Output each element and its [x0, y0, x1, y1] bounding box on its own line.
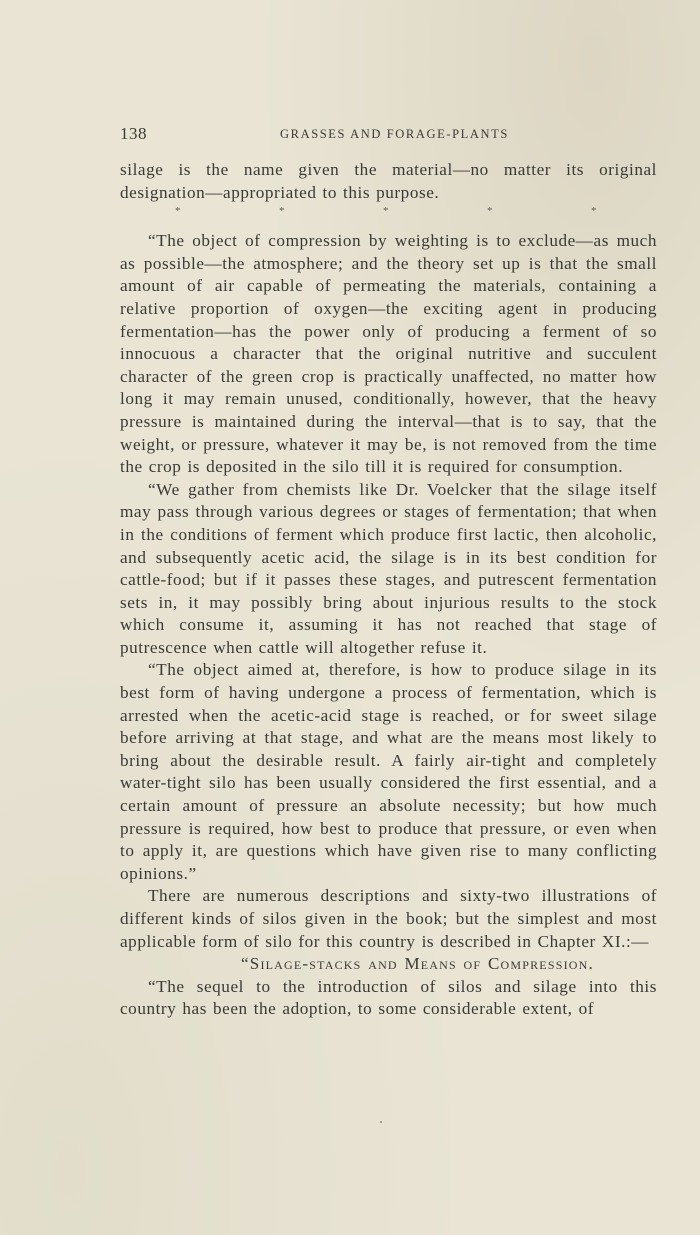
asterisk: *: [590, 205, 597, 218]
paper-speck: [380, 1121, 382, 1123]
paragraph-compression-object: “The object of compression by weighting is to exclude—as much as possible—the atmosphere; and the theory set up is that the small amount of air capable of permeating the materials, containing a relative proportion of oxygen—the exciting agent in producing fermentation—has the power only of producing a ferment of so innocuous a character that the original nutritive and succulent character of the green crop is practically unaffected, no matter how long it may remain unused, conditionally, however, that the heavy pressure is maintained during the interval—that is to say, that the weight, or pressure, whatever it may be, is not removed from the time the crop is deposited in the silo till it is required for consumption.: [120, 231, 657, 477]
page-number: 138: [120, 124, 147, 143]
section-heading: “Silage-stacks and Means of Compression.: [241, 954, 594, 974]
section-break: [120, 204, 657, 220]
paragraph-voelcker: “We gather from chemists like Dr. Voelcker that the silage itself may pass through various degrees or stages of fermentation; that when in the conditions of ferment which produce first lactic, then alcoholic, and subsequently acetic acid, the silage is in its best condition for cattle-food; but if it passes these stages, and putrescent fermentation sets in, it may possibly bring about injurious results to the stock which consume it, assuming it has not reached that stage of putrescence when cattle will altogether refuse it.: [120, 479, 657, 657]
running-head: [120, 124, 658, 146]
paragraph-silage-definition: silage is the name given the material—no matter its original designation—appropriated to this purpose.: [120, 160, 657, 202]
body-text: [120, 159, 657, 1021]
paragraph-object-aimed: “The object aimed at, therefore, is how to produce silage in its best form of having undergone a process of fermentation, which is arrested when the acetic-acid stage is reached, or for sweet silage before arriving at that stage, and what are the means most likely to bring about the desirable result. A fairly air-tight and completely water-tight silo has been usually considered the first essential, and a certain amount of pressure an absolute necessity; but how much pressure is required, how best to produce that pressure, or even when to apply it, are questions which have given rise to many conflicting opinions.”: [120, 660, 657, 883]
paragraph-descriptions: There are numerous descriptions and sixty-two illustrations of different kinds of silos given in the book; but the simplest and most applicable form of silo for this country is described in Chapter XI.:—: [120, 886, 657, 951]
asterisk: *: [175, 205, 182, 218]
asterisk: *: [278, 205, 286, 218]
asterisk: *: [486, 205, 494, 218]
running-title: GRASSES AND FORAGE-PLANTS: [280, 127, 509, 141]
asterisk: *: [382, 205, 390, 218]
paragraph-sequel: “The sequel to the introduction of silos and silage into this country has been the adoption, to some considerable extent, of: [120, 976, 657, 1019]
